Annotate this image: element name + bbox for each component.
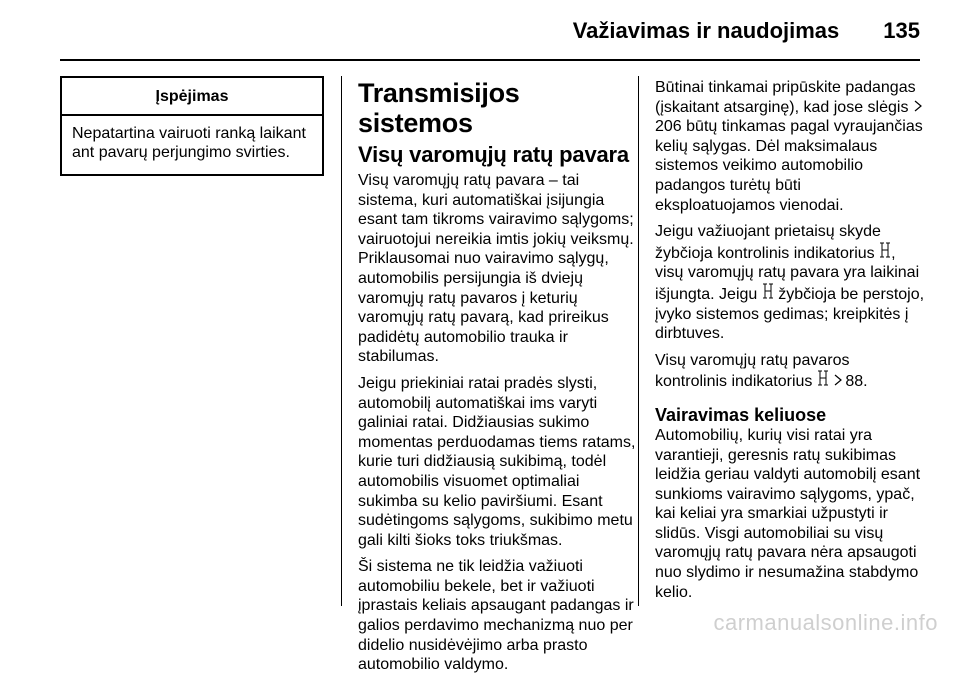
- warning-text: Nepatartina vairuoti ranką laikant ant pavarų perjungimo svirties.: [72, 125, 306, 161]
- paragraph-text: Būtinai tinkamai pripūskite padangas (įskaitant atsarginę), kad jose slėgis: [655, 79, 916, 116]
- subsection-heading: Vairavimas keliuose: [655, 404, 827, 425]
- header-title: Važiavimas ir naudojimas: [572, 18, 840, 43]
- paragraph: Automobilių, kurių visi ratai yra varantieji, geresnis ratų sukibimas leidžia geriau valdyti automobilį esant sunkioms vairavimo sąlygoms, ypač, kai keliai yra smarkiai užpustyti ir slidūs. Visgi automobiliai su visų varomųjų ratų pavara nėra apsaugoti nuo slydimo ir nesumažina stabdymo kelio.: [655, 426, 921, 601]
- subsection-heading: Visų varomųjų ratų pavara: [358, 142, 629, 167]
- column-divider: [638, 76, 639, 606]
- awd-indicator-icon: [817, 370, 829, 392]
- page-number: 135: [883, 18, 920, 43]
- column-divider: [341, 76, 342, 606]
- paragraph: Visų varomųjų ratų pavara – tai sistema, kuri automatiškai įsijungia esant tam tikroms vairavimo sąlygoms; vairuotojui nereikia imtis jokių veiksmų. Priklausomai nuo vairavimo sąlygų, automobilis persijungia iš dviejų varomųjų ratų pavaros į keturių varomųjų ratų pavarą, kad prireikus padidėtų automobilio trauka ir stabilumas.: [358, 172, 634, 366]
- page-reference[interactable]: 206: [655, 118, 682, 136]
- paragraph-text: būtų tinkamas pagal vyraujančias kelių sąlygas. Dėl maksimalaus sistemos veikimo automobilio padangos turėtų būti eksploatuojamos vienodai.: [655, 118, 923, 214]
- paragraph: Ši sistema ne tik leidžia važiuoti automobiliu bekele, bet ir važiuoti įprastais keliais apsaugant padangas ir galios perdavimo mechanizmą nuo per didelio nusidėvėjimo arba prasto automobilio valdymo.: [358, 558, 634, 674]
- section-heading: Transmisijos sistemos: [358, 78, 520, 138]
- paragraph: [655, 351, 925, 392]
- watermark: carmanualsonline.info: [713, 610, 938, 635]
- column-right: [655, 78, 925, 609]
- paragraph: [655, 222, 925, 344]
- paragraph-text: Jeigu važiuojant prietaisų skyde žybčioja kontrolinis indikatorius: [655, 223, 881, 262]
- page-reference[interactable]: 88.: [845, 373, 868, 391]
- header-divider: [60, 59, 920, 61]
- page-reference-arrow-icon: [913, 98, 923, 118]
- awd-indicator-icon: [762, 283, 774, 305]
- paragraph: [655, 78, 925, 215]
- warning-title: Įspėjimas: [62, 78, 322, 116]
- paragraph-text: , visų varomųjų ratų pavara yra laikinai išjungta. Jeigu: [655, 244, 920, 303]
- awd-indicator-icon: [879, 242, 891, 264]
- paragraph-text: Visų varomųjų ratų pavaros kontrolinis indikatorius: [655, 351, 850, 391]
- page-header: [573, 14, 920, 48]
- page-reference-arrow-icon: [833, 372, 843, 392]
- paragraph-text: žybčioja be perstojo, įvyko sistemos gedimas; kreipkitės į dirbtuves.: [655, 285, 925, 343]
- paragraph: Jeigu priekiniai ratai pradės slysti, automobilį automatiškai ims varyti galiniai ratai. Didžiausias sukimo momentas perduodamas tiems ratams, kurie turi didžiausią sukibimą, todėl automobilis visuomet optimaliai sukimba su kelio paviršiumi. Esant sudėtingoms sąlygoms, sukibimo metu gali kilti šioks toks triukšmas.: [358, 374, 636, 549]
- column-middle: [358, 78, 636, 682]
- warning-box: [60, 76, 324, 176]
